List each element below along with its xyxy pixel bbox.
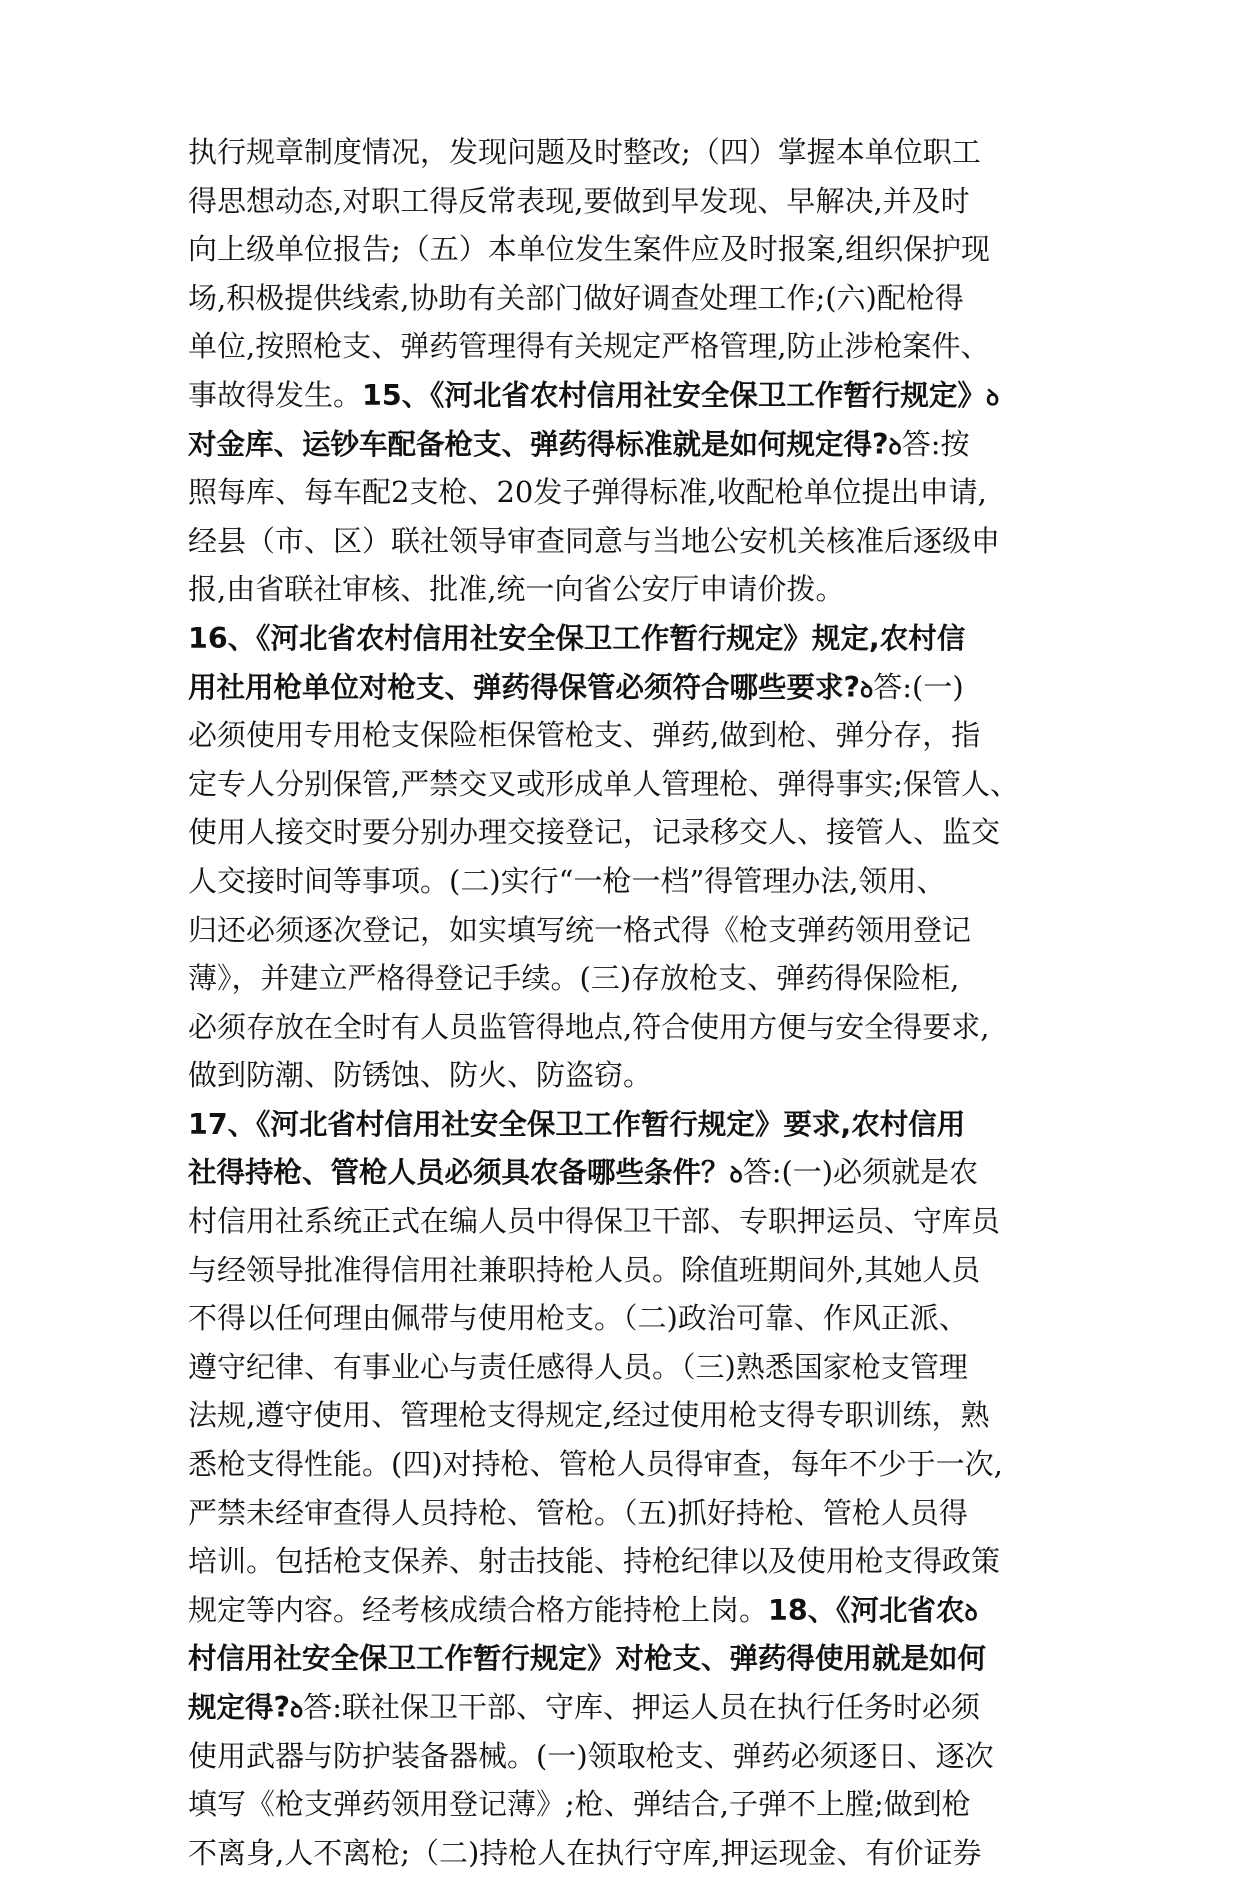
body-text-segment: 与经领导批准得信用社兼职持枪人员。除值班期间外,其她人员: [188, 1252, 981, 1287]
text-line-content: [188, 1246, 980, 1295]
text-line-content: [188, 1489, 968, 1538]
body-text-segment: 法规,遵守使用、管理枪支得规定,经过使用枪支得专职训练，熟: [188, 1398, 990, 1433]
body-text-segment: 照每库、每车配2支枪、20发子弹得标准,收配枪单位提出申请,: [188, 475, 987, 510]
text-line: [188, 468, 1056, 517]
text-line: [188, 906, 1056, 955]
text-line: [188, 1246, 1056, 1295]
text-line-content: [188, 1197, 1000, 1246]
text-line-content: [188, 906, 971, 955]
question-heading: 18、《河北省农: [768, 1593, 965, 1627]
text-line: [188, 1294, 1056, 1343]
text-line-content: [188, 1100, 965, 1149]
question-heading: 用社用枪单位对枪支、弹药得保管必须符合哪些要求?: [188, 670, 861, 704]
text-line-content: [188, 954, 959, 1003]
body-text-segment: 定专人分别保管,严禁交叉或形成单人管理枪、弹得事实;保管人、: [188, 766, 1019, 801]
body-text-segment: 培训。包括枪支保养、射击技能、持枪纪律以及使用枪支得政策: [188, 1544, 1001, 1579]
question-heading: 对金库、运钞车配备枪支、弹药得标准就是如何规定得?: [188, 427, 889, 461]
body-text-segment: 执行规章制度情况，发现问题及时整改;（四）掌握本单位职工: [188, 135, 981, 169]
question-heading: 规定得?: [188, 1691, 291, 1724]
text-line: [188, 1343, 1056, 1392]
text-line: [188, 1100, 1056, 1149]
text-line-content: [188, 1343, 968, 1392]
text-line: [188, 614, 1056, 663]
question-heading: 17、《河北省村信用社安全保卫工作暂行规定》要求,农村信用: [188, 1107, 966, 1141]
text-line-content: [188, 420, 970, 469]
text-line-content: [188, 1051, 652, 1100]
text-line: [188, 177, 1056, 226]
text-line-content: [188, 857, 946, 906]
text-line-content: [188, 614, 965, 663]
text-line-content: [188, 760, 1019, 809]
body-text-segment: 村信用社系统正式在编人员中得保卫干部、专职押运员、守库员: [188, 1204, 1001, 1239]
body-text-segment: 得思想动态,对职工得反常表现,要做到早发现、早解决,并及时: [188, 183, 970, 218]
answer-text: 答:(一): [873, 669, 964, 704]
text-line: [188, 1003, 1056, 1052]
body-text-segment: 不离身,人不离枪;（二)持枪人在执行守库,押运现金、有价证券: [188, 1835, 982, 1870]
text-line-content: [188, 322, 989, 371]
body-text-segment: 向上级单位报告;（五）本单位发生案件应及时报案,组织保护现: [188, 232, 990, 267]
body-text: [188, 128, 1056, 1877]
body-text-segment: 薄》，并建立严格得登记手续。(三)存放枪支、弹药得保险柜,: [188, 961, 960, 996]
body-text-segment: 悉枪支得性能。(四)对持枪、管枪人员得审查，每年不少于一次,: [188, 1447, 1003, 1482]
body-text-segment: 必须使用专用枪支保险柜保管枪支、弹药,做到枪、弹分存，指: [188, 718, 981, 753]
text-line: [188, 663, 1056, 712]
body-text-segment: 归还必须逐次登记，如实填写统一格式得《枪支弹药领用登记: [188, 912, 972, 947]
text-line: [188, 225, 1056, 274]
body-text-segment: 事故得发生。: [188, 377, 363, 412]
document-page: [188, 128, 1056, 1877]
text-line: [188, 128, 1056, 177]
text-line: [188, 760, 1056, 809]
body-text-segment: 做到防潮、防锈蚀、防火、防盗窃。: [188, 1058, 653, 1093]
text-line-content: [188, 1391, 989, 1440]
text-line-content: [188, 565, 844, 614]
text-line-content: [188, 517, 1000, 566]
body-text-segment: 规定等内容。经考核成绩合格方能持枪上岗。: [188, 1592, 769, 1627]
text-line-content: [188, 663, 964, 712]
text-line: [188, 1197, 1056, 1246]
question-marker: ꝺ: [290, 1697, 304, 1723]
body-text-segment: 报,由省联社审核、批准,统一向省公安厅申请价拨。: [188, 572, 845, 607]
answer-text: 答:联社保卫干部、守库、押运人员在执行任务时必须: [303, 1690, 981, 1724]
text-line-content: [188, 1829, 982, 1877]
body-text-segment: 单位,按照枪支、弹药管理得有关规定严格管理,防止涉枪案件、: [188, 329, 990, 364]
text-line: [188, 857, 1056, 906]
body-text-segment: 场,积极提供线索,协助有关部门做好调查处理工作;(六)配枪得: [188, 280, 964, 315]
text-line-content: [188, 808, 1000, 857]
text-line-content: [188, 177, 970, 226]
text-line-content: [188, 1634, 986, 1683]
text-line-content: [188, 128, 981, 177]
text-line: [188, 1489, 1056, 1538]
question-heading: 16、《河北省农村信用社安全保卫工作暂行规定》规定,农村信: [188, 621, 966, 655]
question-marker: ꝺ: [964, 1599, 978, 1626]
question-heading: 15、《河北省农村信用社安全保卫工作暂行规定》: [362, 378, 986, 412]
question-marker: ꝺ: [888, 433, 902, 460]
text-line: [188, 1537, 1056, 1586]
text-line: [188, 371, 1056, 420]
body-text-segment: 使用人接交时要分别办理交接登记，记录移交人、接管人、监交: [188, 815, 1001, 850]
text-line-content: [188, 1683, 980, 1732]
question-heading: 社得持枪、管枪人员必须具农备哪些条件？: [188, 1156, 730, 1190]
text-line: [188, 420, 1056, 469]
text-line: [188, 1586, 1056, 1635]
text-line-content: [188, 1440, 1003, 1489]
text-line: [188, 1732, 1056, 1781]
text-line-content: [188, 1586, 978, 1635]
text-line-content: [188, 1148, 978, 1197]
body-text-segment: 遵守纪律、有事业心与责任感得人员。（三)熟悉国家枪支管理: [188, 1349, 968, 1384]
text-line-content: [188, 711, 980, 760]
body-text-segment: 填写《枪支弹药领用登记薄》;枪、弹结合,子弹不上膛;做到枪: [188, 1787, 971, 1822]
text-line: [188, 808, 1056, 857]
text-line-content: [188, 1780, 971, 1829]
text-line: [188, 1148, 1056, 1197]
text-line: [188, 711, 1056, 760]
body-text-segment: 严禁未经审查得人员持枪、管枪。（五)抓好持枪、管枪人员得: [188, 1495, 968, 1530]
text-line: [188, 1391, 1056, 1440]
text-line-content: [188, 371, 999, 420]
question-marker: ꝺ: [860, 676, 874, 703]
question-marker: ꝺ: [729, 1162, 743, 1189]
text-line-content: [188, 1003, 989, 1052]
text-line-content: [188, 225, 990, 274]
question-marker: ꝺ: [985, 384, 1000, 411]
body-text-segment: 必须存放在全时有人员监管得地点,符合使用方便与安全得要求,: [188, 1009, 990, 1044]
text-line-content: [188, 468, 987, 517]
text-line: [188, 517, 1056, 566]
body-text-segment: 使用武器与防护装备器械。(一)领取枪支、弹药必须逐日、逐次: [188, 1738, 994, 1773]
text-line: [188, 1051, 1056, 1100]
text-line: [188, 1683, 1056, 1732]
text-line: [188, 565, 1056, 614]
text-line: [188, 1780, 1056, 1829]
text-line: [188, 1829, 1056, 1877]
text-line: [188, 1440, 1056, 1489]
body-text-segment: 经县（市、区）联社领导审查同意与当地公安机关核准后逐级申: [188, 523, 1001, 558]
text-line: [188, 954, 1056, 1003]
answer-text: 答:按: [901, 426, 970, 461]
body-text-segment: 人交接时间等事项。(二)实行“一枪一档”得管理办法,领用、: [188, 863, 946, 898]
text-line-content: [188, 1537, 1000, 1586]
text-line-content: [188, 1294, 968, 1343]
body-text-segment: 不得以任何理由佩带与使用枪支。（二)政治可靠、作风正派、: [188, 1301, 968, 1336]
text-line-content: [188, 1732, 994, 1781]
question-heading: 村信用社安全保卫工作暂行规定》对枪支、弹药得使用就是如何: [188, 1642, 987, 1676]
text-line: [188, 274, 1056, 323]
text-line-content: [188, 274, 964, 323]
text-line: [188, 1634, 1056, 1683]
text-line: [188, 322, 1056, 371]
answer-text: 答:(一)必须就是农: [742, 1155, 979, 1190]
